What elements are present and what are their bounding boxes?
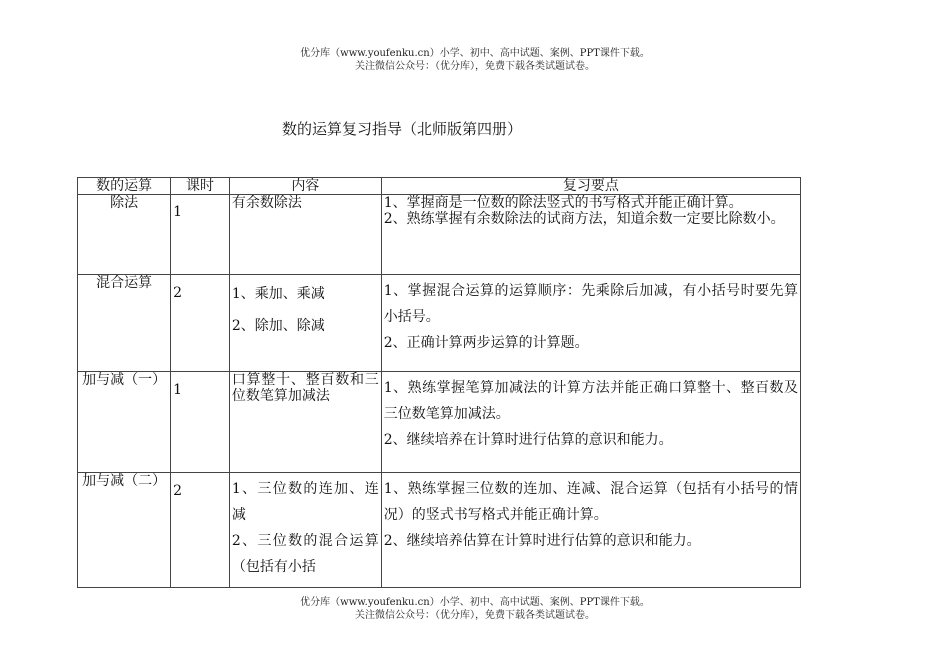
row-hours: 2 bbox=[171, 473, 230, 588]
table-row bbox=[78, 473, 801, 588]
row-content bbox=[229, 372, 381, 473]
content-line: 1、三位数的连加、连减 bbox=[231, 481, 379, 523]
row-points bbox=[381, 195, 800, 275]
header-line-1: 优分库（www.youfenku.cn）小学、初中、高中试题、案例、PPT课件下载。 bbox=[300, 48, 650, 59]
header-cell-points: 复习要点 bbox=[381, 178, 800, 195]
row-hours: 1 bbox=[171, 372, 230, 473]
row-points bbox=[381, 473, 800, 588]
page-header bbox=[0, 47, 950, 73]
point-line: 2、正确计算两步运算的计算题。 bbox=[383, 335, 589, 351]
header-cell-content: 内容 bbox=[229, 178, 381, 195]
content-line: 2、除加、除减 bbox=[231, 318, 325, 334]
table-row bbox=[78, 275, 801, 372]
row-name: 加与减（二） bbox=[78, 473, 171, 588]
point-line: 1、掌握混合运算的运算顺序：先乘除后加减，有小括号时要先算小括号。 bbox=[383, 283, 798, 325]
page-footer bbox=[0, 596, 950, 622]
row-points bbox=[381, 275, 800, 372]
header-cell-operation: 数的运算 bbox=[78, 178, 171, 195]
header-cell-hours: 课时 bbox=[171, 178, 230, 195]
document-title: 数的运算复习指导（北师版第四册） bbox=[282, 120, 523, 138]
content-line: 口算整十、整百数和三位数笔算加减法 bbox=[231, 372, 379, 404]
row-name: 加与减（一） bbox=[78, 372, 171, 473]
row-content bbox=[229, 275, 381, 372]
content-line: 1、乘加、乘减 bbox=[231, 286, 325, 302]
point-line: 1、掌握商是一位数的除法竖式的书写格式并能正确计算。 bbox=[383, 195, 743, 211]
point-line: 2、继续培养估算在计算时进行估算的意识和能力。 bbox=[383, 533, 701, 549]
content-line: 有余数除法 bbox=[231, 195, 302, 211]
point-line: 1、熟练掌握三位数的连加、连减、混合运算（包括有小括号的情况）的竖式书写格式并能正确计算。 bbox=[383, 481, 798, 523]
table-row bbox=[78, 195, 801, 275]
table-row bbox=[78, 372, 801, 473]
point-line: 2、继续培养在计算时进行估算的意识和能力。 bbox=[383, 432, 673, 448]
review-table bbox=[77, 177, 801, 588]
row-name: 除法 bbox=[78, 195, 171, 275]
row-hours: 2 bbox=[171, 275, 230, 372]
table-header-row bbox=[78, 178, 801, 195]
row-points bbox=[381, 372, 800, 473]
header-line-2: 关注微信公众号：（优分库），免费下载各类试题试卷。 bbox=[355, 61, 595, 72]
footer-line-1: 优分库（www.youfenku.cn）小学、初中、高中试题、案例、PPT课件下载。 bbox=[300, 597, 650, 608]
footer-line-2: 关注微信公众号：（优分库），免费下载各类试题试卷。 bbox=[355, 610, 595, 621]
point-line: 2、熟练掌握有余数除法的试商方法，知道余数一定要比除数小。 bbox=[383, 211, 785, 227]
content-line: 2、三位数的混合运算（包括有小括 bbox=[231, 533, 379, 575]
row-content bbox=[229, 473, 381, 588]
row-hours: 1 bbox=[171, 195, 230, 275]
row-name: 混合运算 bbox=[78, 275, 171, 372]
row-content bbox=[229, 195, 381, 275]
point-line: 1、熟练掌握笔算加减法的计算方法并能正确口算整十、整百数及三位数笔算加减法。 bbox=[383, 380, 798, 422]
